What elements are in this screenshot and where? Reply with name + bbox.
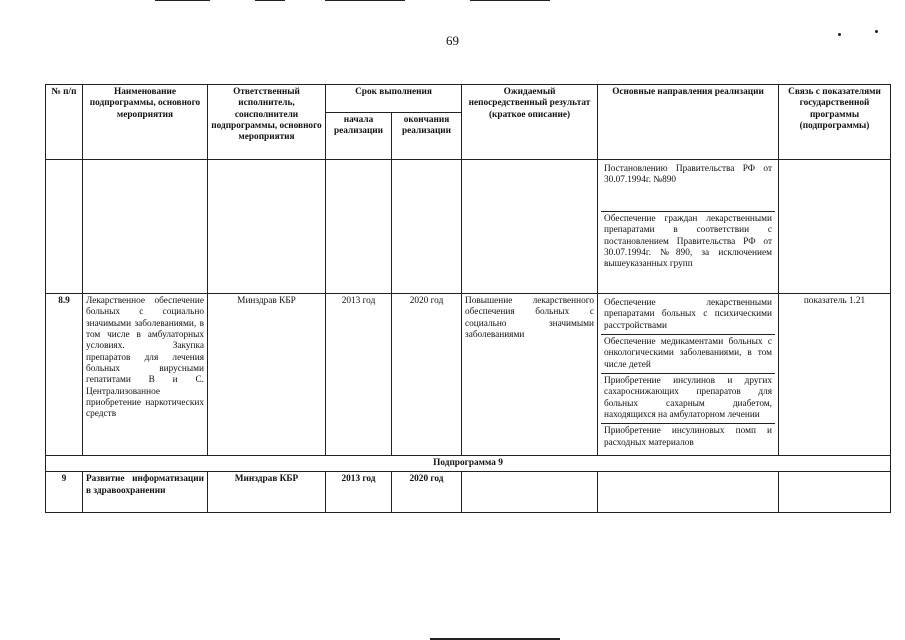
cell-end: 2020 год	[392, 472, 462, 513]
cell-empty	[46, 160, 83, 294]
direction-item: Приобретение инсулинов и других сахароснижающих препаратов для больных сахарным диабетом, находящихся на амбулаторном лечении	[601, 374, 775, 424]
cell-name: Развитие информатизации в здравоохранении	[83, 472, 208, 513]
header-end: окончания реализации	[392, 112, 462, 159]
cell-result	[462, 472, 598, 513]
subprogram-row	[46, 456, 891, 472]
cell-empty	[779, 160, 891, 294]
measures-table	[45, 84, 891, 513]
cell-empty	[208, 160, 326, 294]
scan-artifact-line	[155, 0, 210, 1]
direction-item: Приобретение инсулиновых помп и расходных материалов	[604, 426, 773, 448]
cell-num: 9	[46, 472, 83, 513]
cell-directions	[598, 294, 779, 456]
table-row-continued	[46, 160, 891, 294]
cell-end: 2020 год	[392, 294, 462, 456]
table-header-row	[46, 85, 891, 113]
cell-link: показатель 1.21	[779, 294, 891, 456]
cell-empty	[326, 160, 392, 294]
header-period: Срок выполнения	[326, 85, 462, 113]
header-link: Связь с показателями государственной программы (подпрограммы)	[779, 85, 891, 160]
subprogram-title: Подпрограмма 9	[46, 456, 891, 472]
header-start: начала реализации	[326, 112, 392, 159]
table-row-9	[46, 472, 891, 513]
direction-item: Постановлению Правительства РФ от 30.07.1994г. №890	[601, 162, 775, 212]
scan-artifact-line	[470, 0, 550, 1]
cell-directions	[598, 472, 779, 513]
direction-item: Обеспечение лекарственными препаратами больных с психическими расстройствами	[601, 296, 775, 335]
direction-item: Обеспечение медикаментами больных с онкологическими заболеваниями, в том числе детей	[601, 335, 775, 374]
cell-start: 2013 год	[326, 294, 392, 456]
scan-artifact-line	[325, 0, 405, 1]
cell-num: 8.9	[46, 294, 83, 456]
direction-item: Обеспечение граждан лекарственными препаратами в соответствии с постановлением Правительства РФ от 30.07.1994г. №890, за исключением вышеуказанных групп	[604, 214, 773, 270]
header-num: № п/п	[46, 85, 83, 160]
cell-empty	[392, 160, 462, 294]
cell-start: 2013 год	[326, 472, 392, 513]
cell-executor: Минздрав КБР	[208, 472, 326, 513]
header-executor: Ответственный исполнитель, соисполнители подпрограммы, основного мероприятия	[208, 85, 326, 160]
header-directions: Основные направления реализации	[598, 85, 779, 160]
cell-result: Повышение лекарственного обеспечения больных с социально значимыми заболеваниями	[462, 294, 598, 456]
header-name: Наименование подпрограммы, основного мероприятия	[83, 85, 208, 160]
cell-executor: Минздрав КБР	[208, 294, 326, 456]
cell-name: Лекарственное обеспечение больных с социально значимыми заболеваниями, в том числе в амбулаторных условиях. Закупка препаратов для лечения больных вирусными гепатитами В и С. Централизованное приобретение наркотических средств	[83, 294, 208, 456]
cell-empty	[462, 160, 598, 294]
header-result: Ожидаемый непосредственный результат (краткое описание)	[462, 85, 598, 160]
table-row-8-9	[46, 294, 891, 456]
cell-empty	[83, 160, 208, 294]
cell-directions-continued	[598, 160, 779, 294]
page-number: 69	[446, 33, 459, 48]
cell-link	[779, 472, 891, 513]
scan-artifact-line	[255, 0, 285, 1]
